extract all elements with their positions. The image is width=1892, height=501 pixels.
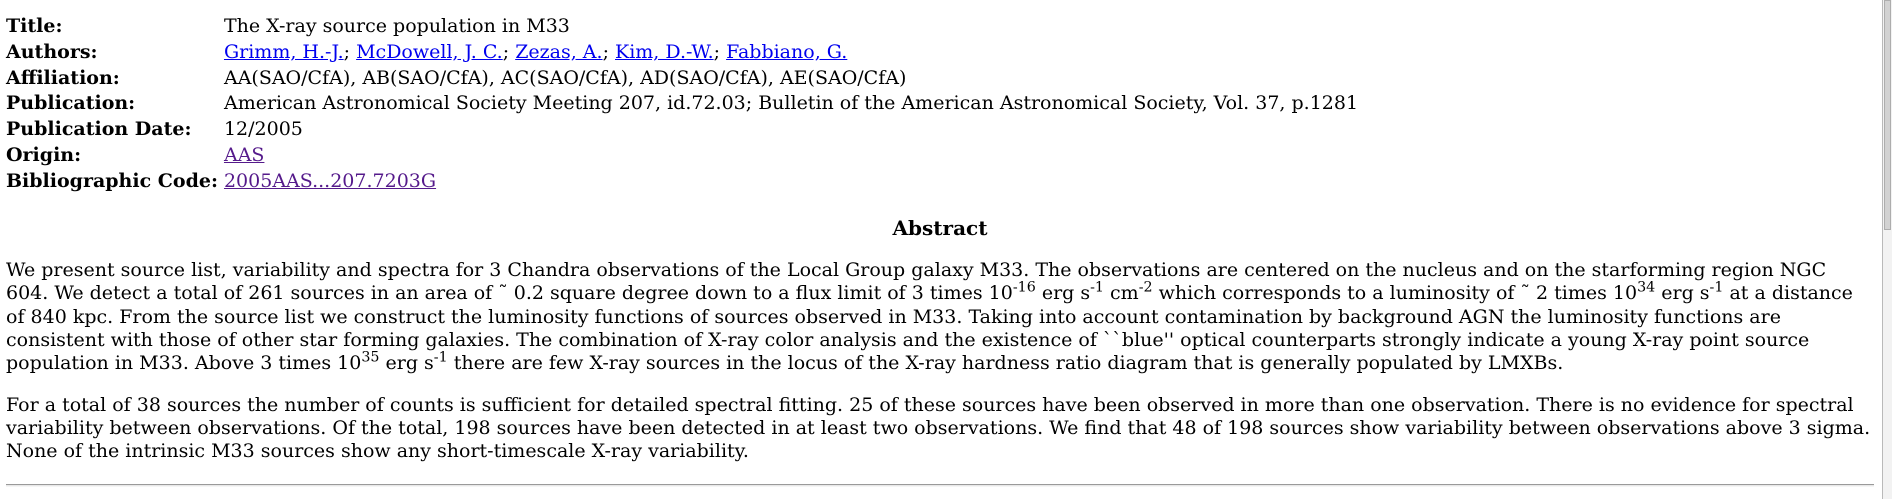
title-label: Title:	[6, 14, 224, 40]
abstract-paragraph: We present source list, variability and spectra for 3 Chandra observations of the Local Group galaxy M33. The observations are centered on the nucleus and on the starforming region NGC 604. We detect a total of 261 sources in an area of ˜ 0.2 square degree down to a flux limit of 3 times $10^{-16}$ erg $s^{-1}$ $cm^{-2}$ which corresponds to a luminosity of ˜ 2 times $10^{34}$ erg $s^{-1}$ at a distance of 840 kpc. From the source list we construct the luminosity functions of sources observed in M33. Taking into account contamination by background AGN the luminosity functions are consistent with those of other star forming galaxies. The combination of X-ray color analysis and the existence of ``blue'' optical counterparts strongly indicate a young X-ray point source population in M33. Above 3 times $10^{35}$ erg $s^{-1}$ there are few X-ray sources in the locus of the X-ray hardness ratio diagram that is generally populated by LMXBs.	[6, 259, 1874, 375]
metadata-table	[6, 14, 1358, 194]
bibcode-label: Bibliographic Code:	[6, 169, 224, 195]
scrollbar-thumb[interactable]	[1884, 0, 1891, 230]
bibcode-value	[224, 169, 1358, 195]
publication-date-label: Publication Date:	[6, 117, 224, 143]
publication-label: Publication:	[6, 91, 224, 117]
affiliation-label: Affiliation:	[6, 66, 224, 92]
author-link[interactable]: Kim, D.-W.	[615, 41, 714, 63]
publication-date-row	[6, 117, 1358, 143]
affiliation-row	[6, 66, 1358, 92]
origin-label: Origin:	[6, 143, 224, 169]
vertical-scrollbar[interactable]	[1882, 0, 1892, 499]
origin-row	[6, 143, 1358, 169]
title-value: The X-ray source population in M33	[224, 14, 1358, 40]
divider	[6, 484, 1874, 487]
author-link[interactable]: Zezas, A.	[515, 41, 602, 63]
authors-list: Grimm, H.-J.; McDowell, J. C.; Zezas, A.; Kim, D.-W.; Fabbiano, G.	[224, 40, 1358, 66]
author-link[interactable]: McDowell, J. C.	[356, 41, 503, 63]
authors-row	[6, 40, 1358, 66]
author-link[interactable]: Fabbiano, G.	[726, 41, 847, 63]
abstract-heading: Abstract	[6, 216, 1874, 240]
author-link[interactable]: Grimm, H.-J.	[224, 41, 344, 63]
bibcode-link[interactable]: 2005AAS...207.7203G	[224, 170, 436, 192]
origin-link[interactable]: AAS	[224, 144, 264, 166]
affiliation-value: AA(SAO/CfA), AB(SAO/CfA), AC(SAO/CfA), AD(SAO/CfA), AE(SAO/CfA)	[224, 66, 1358, 92]
publication-value: American Astronomical Society Meeting 207, id.72.03; Bulletin of the American Astronomical Society, Vol. 37, p.1281	[224, 91, 1358, 117]
title-row	[6, 14, 1358, 40]
authors-label: Authors:	[6, 40, 224, 66]
bibcode-row	[6, 169, 1358, 195]
publication-date-value: 12/2005	[224, 117, 1358, 143]
publication-row	[6, 91, 1358, 117]
abstract-paragraph: For a total of 38 sources the number of counts is sufficient for detailed spectral fitting. 25 of these sources have been observed in more than one observation. There is no evidence for spectral variability between observations. Of the total, 198 sources have been detected in at least two observations. We find that 48 of 198 sources show variability between observations above 3 sigma. None of the intrinsic M33 sources show any short-timescale X-ray variability.	[6, 394, 1874, 464]
origin-value	[224, 143, 1358, 169]
abstract-text	[6, 259, 1874, 463]
